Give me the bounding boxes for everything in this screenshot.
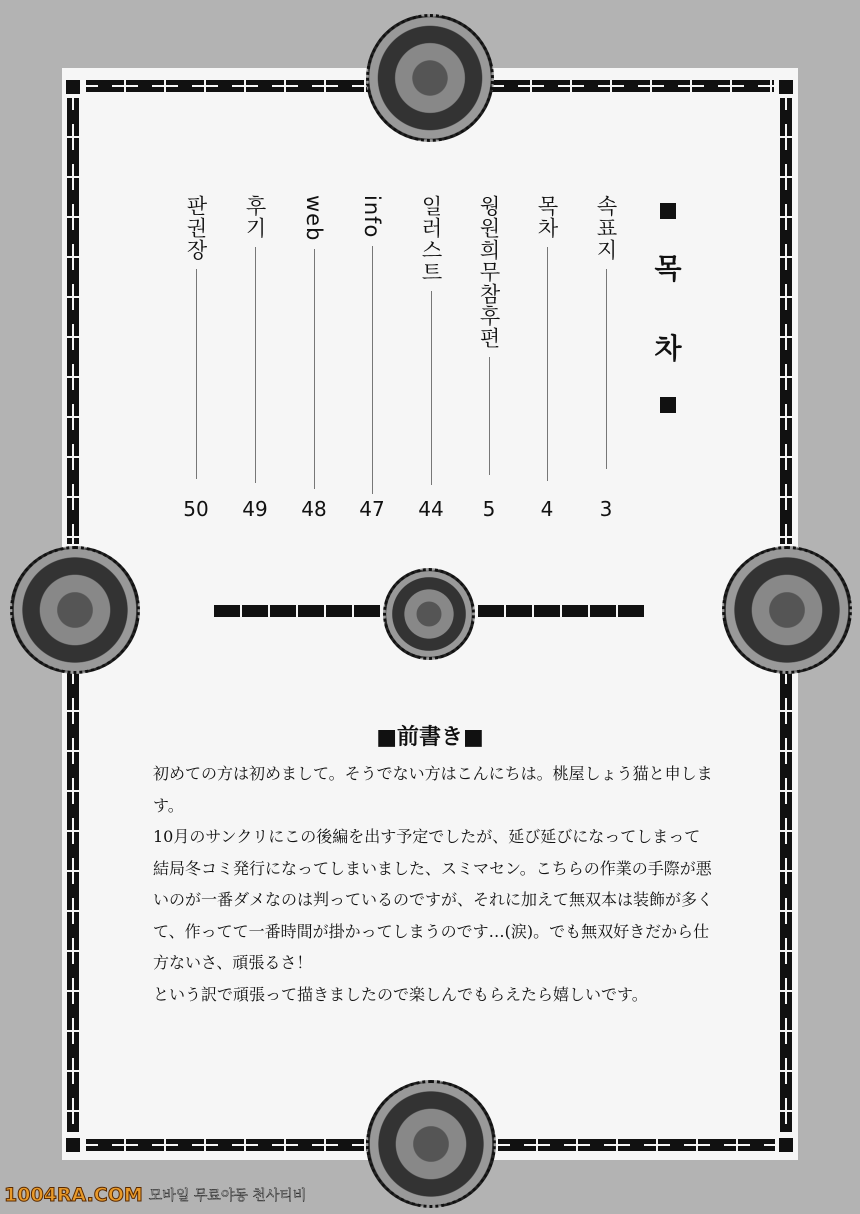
toc-entry-page: 4 xyxy=(540,497,554,521)
toc-entry-label: web xyxy=(302,195,326,242)
square-bullet-icon xyxy=(660,397,676,413)
toc-entry xyxy=(183,195,209,521)
medallion-left xyxy=(10,546,140,674)
toc-entry xyxy=(535,195,559,521)
border-top-left xyxy=(86,80,368,92)
border-corner-top-left xyxy=(66,80,80,94)
border-bottom-left xyxy=(86,1139,368,1151)
watermark-tagline: 모바일 무료야동 천사티비 xyxy=(148,1188,307,1204)
toc-entry-label: info xyxy=(360,195,384,239)
toc-entry xyxy=(594,195,618,521)
toc-entry-page: 3 xyxy=(599,497,613,521)
toc-entry-label: 목차 xyxy=(535,195,559,239)
medallion-right xyxy=(722,546,852,674)
preface-paragraph: 初めての方は初めまして。そうでない方はこんにちは。桃屋しょう猫と申します。 xyxy=(153,764,713,815)
toc-entry-page: 50 xyxy=(183,497,209,521)
square-bullet-icon xyxy=(660,203,676,219)
toc-entry-page: 44 xyxy=(418,497,444,521)
border-corner-top-right xyxy=(779,80,793,94)
medallion-center xyxy=(383,568,475,660)
toc-entry xyxy=(301,195,327,521)
toc-entry xyxy=(359,195,385,521)
toc-entry-page: 5 xyxy=(482,497,496,521)
preface-body xyxy=(153,758,713,1010)
toc-title xyxy=(653,203,683,413)
border-corner-bottom-left xyxy=(66,1138,80,1152)
toc-title-char: 목 xyxy=(654,252,682,285)
preface-paragraph: 10月のサンクリにこの後編を出す予定でしたが、延び延びになってしまって結局冬コミ発行になってしまいました、スミマセン。こちらの作業の手際が悪いのが一番ダメなのは判っているのですが、それに加えて無双本は装飾が多くて、作ってて一番時間が掛かってしまうのです…(涙)。でも無双好きだから仕方ないさ、頑張るさ！ xyxy=(153,827,714,972)
toc-entry-label: 속표지 xyxy=(594,195,618,261)
divider-left xyxy=(214,605,382,617)
toc-title-char: 차 xyxy=(654,332,682,365)
leader-line xyxy=(255,247,256,483)
toc-entry xyxy=(418,195,444,521)
border-top-right xyxy=(492,80,774,92)
toc-entry xyxy=(477,195,501,521)
preface-title: ■前書き■ xyxy=(376,724,484,750)
leader-line xyxy=(547,247,548,481)
divider-right xyxy=(478,605,646,617)
toc-entry-label: 판권장 xyxy=(184,195,208,261)
leader-line xyxy=(606,269,607,469)
border-bottom-right xyxy=(498,1139,775,1151)
watermark-brand: 1004RA.COM xyxy=(4,1184,143,1206)
toc-entry-page: 47 xyxy=(359,497,385,521)
leader-line xyxy=(372,246,373,494)
medallion-bottom xyxy=(366,1080,496,1208)
leader-line xyxy=(314,249,315,489)
leader-line xyxy=(431,291,432,485)
border-corner-bottom-right xyxy=(779,1138,793,1152)
leader-line xyxy=(489,357,490,475)
preface-paragraph: という訳で頑張って描きましたので楽しんでもらえたら嬉しいです。 xyxy=(153,984,648,1004)
border-right-top xyxy=(780,98,792,544)
toc-entry-label: 웡원희무참후편 xyxy=(477,195,501,349)
watermark xyxy=(4,1184,306,1206)
toc-entry xyxy=(242,195,268,521)
border-left-top xyxy=(67,98,79,544)
leader-line xyxy=(196,269,197,479)
toc-entry-label: 일러스트 xyxy=(419,195,443,283)
toc-entry-page: 49 xyxy=(242,497,268,521)
toc-entry-label: 후기 xyxy=(243,195,267,239)
medallion-top xyxy=(366,14,494,142)
toc-entry-page: 48 xyxy=(301,497,327,521)
